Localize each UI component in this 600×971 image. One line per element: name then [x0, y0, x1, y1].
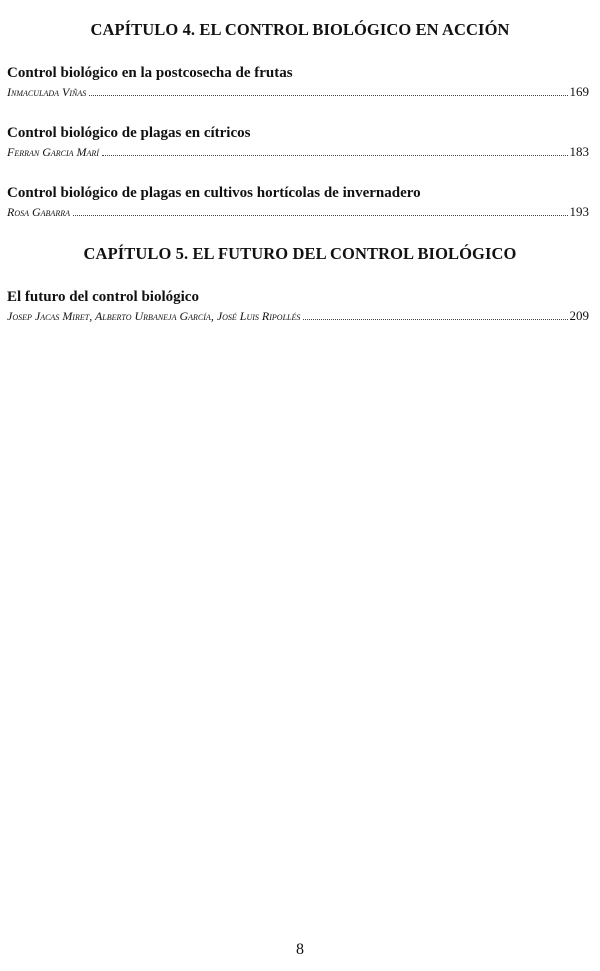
entry-page-number: 169	[569, 84, 589, 99]
entry-authors: Josep Jacas Miret, Alberto Urbaneja García, José Luis Ripollés	[7, 309, 301, 323]
dot-leader	[303, 319, 567, 320]
chapter-4-heading: CAPÍTULO 4. EL CONTROL BIOLÓGICO EN ACCIÓN	[90, 20, 510, 39]
entry-author-line	[7, 144, 589, 160]
chapter-5-heading: CAPÍTULO 5. EL FUTURO DEL CONTROL BIOLÓGICO	[83, 244, 517, 263]
toc-entry-citricos	[7, 124, 589, 160]
dot-leader	[73, 215, 568, 216]
entry-authors: Ferran Garcia Marí	[7, 145, 99, 159]
entry-page-number: 183	[569, 144, 589, 159]
entry-page-number: 209	[569, 308, 589, 323]
entry-page-number: 193	[569, 204, 589, 219]
entry-authors: Inmaculada Viñas	[7, 85, 87, 99]
toc-entry-invernadero	[7, 184, 589, 220]
toc-entry-postcosecha	[7, 64, 589, 100]
entry-title: Control biológico de plagas en cítricos	[7, 125, 251, 141]
entry-title: Control biológico en la postcosecha de frutas	[7, 65, 293, 81]
entry-author-line	[7, 308, 589, 324]
entry-author-line	[7, 204, 589, 220]
page-number: 8	[296, 941, 304, 958]
entry-authors: Rosa Gabarra	[7, 205, 70, 219]
entry-title: El futuro del control biológico	[7, 289, 199, 305]
toc-entry-futuro	[7, 288, 589, 324]
dot-leader	[89, 95, 567, 96]
dot-leader	[102, 155, 568, 156]
entry-title: Control biológico de plagas en cultivos hortícolas de invernadero	[7, 185, 421, 201]
entry-author-line	[7, 84, 589, 100]
